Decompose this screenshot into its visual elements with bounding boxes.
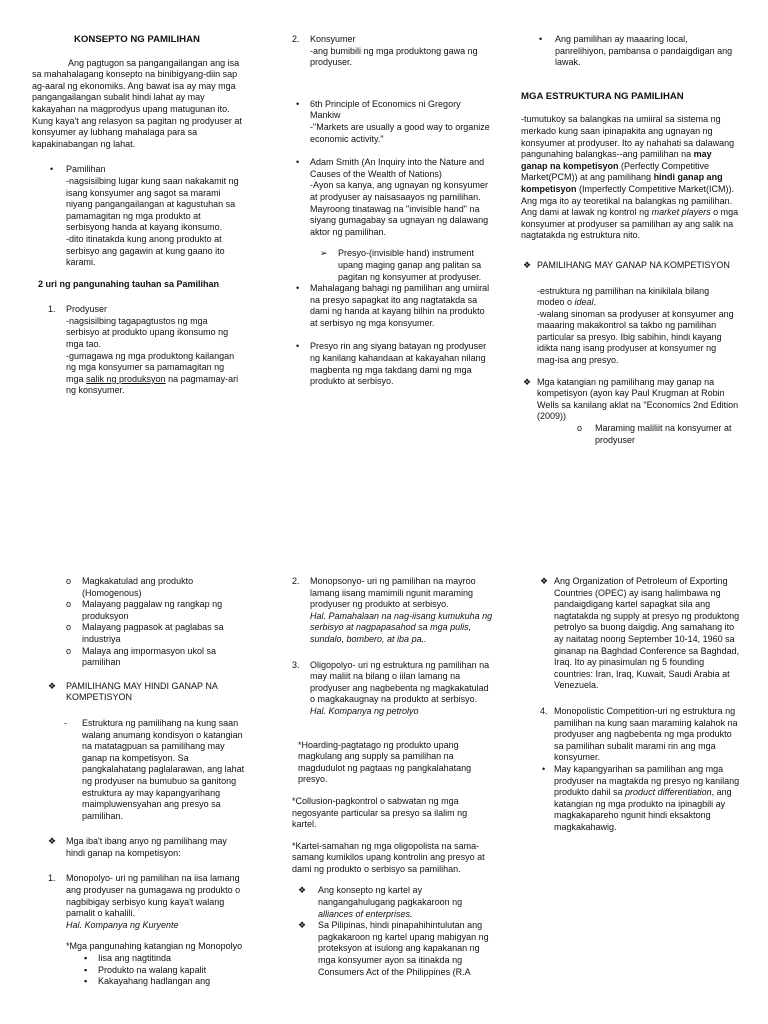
bullet-marker: •: [296, 157, 300, 168]
dash-marker: -: [64, 717, 67, 728]
square-marker: ▪: [84, 976, 88, 987]
list-item-text: Iisa ang nagtitinda: [98, 953, 172, 964]
mankiw-quote: -"Markets are usually a good way to organize economic activity.": [310, 121, 490, 144]
pilipinas-text: Sa Pilipinas, hindi pinapahihintulutan ang pagkakaroon ng kartel upang mabigyan ng proteksyon at isulong ang kapakanan ng mga konsyumer ayon sa itinakda ng Consumers Act of the Philippines (R.A: [318, 920, 489, 977]
collusion-text: *Collusion-pagkontrol o sabwatan ng mga negosyante particular sa presyo sa ilalim ng kartel.: [292, 795, 468, 830]
pcm-title: PAMILIHANG MAY GANAP NA KOMPETISYON: [537, 259, 730, 270]
diamond-pcm: [521, 260, 739, 272]
text-run: . -walang sinoman sa prodyuser at konsyumer ang maaaring makakontrol sa takbo ng pamilihan particular sa presyo. Ibig sabihin, hindi kayang idikta nang isang prodyuser at konsyumer ng mag-isa ang presyo.: [537, 297, 734, 366]
text-run: o mga konsyumer at prodyuser sa pamilihan ay ang salik na nagtatakda ng estruktura nito.: [521, 207, 739, 241]
estruktura-title: MGA ESTRUKTURA NG PAMILIHAN: [521, 90, 684, 102]
numbered-monopsonyo: [292, 576, 494, 646]
italic-run: product differentiation: [625, 787, 712, 798]
list-item-text: Malayang paggalaw ng rangkap ng produksyon: [82, 599, 223, 621]
oligopolyo-example: Hal. Kompanya ng petrolyo: [310, 705, 419, 716]
text-run: May kapangyarihan sa pamilihan ang mga prodyuser na magtakda ng presyo ng kanilang produkto dahil sa: [554, 763, 740, 798]
text-run: na pagmamay-ari ng konsyumer.: [66, 373, 239, 396]
estruktura-text: [521, 114, 739, 242]
katangian-monopolyo: *Mga pangunahing katangian ng Monopolyo: [66, 941, 243, 952]
text-run: -tumutukoy sa balangkas na umiiral sa sistema ng merkado kung saan ipinapakita ang ugnayan ng konsyumer at prodyuser. Ito ay nahahati sa dalawang pangunahing balangkas--ang pamilihan na: [521, 114, 735, 160]
diamond-icon: ❖: [298, 885, 307, 896]
dash-icm: [48, 718, 246, 822]
prodyuser-label: Prodyuser: [66, 304, 108, 315]
list-item: [84, 953, 246, 965]
top-column-3: [521, 34, 739, 446]
diamond-icon: ❖: [48, 836, 57, 847]
bullet-presyo-2: [292, 341, 492, 387]
number-marker: 1.: [48, 873, 56, 884]
presyo-text-1: Mahalagang bahagi ng pamilihan ang umiiral na presyo sapagkat ito ang nagtatakda sa dami ng handa at kayang bilhin na produkto at serbisyo ng mga konsyumer.: [310, 283, 490, 328]
konsyumer-text: -ang bumibili ng mga produktong gawa ng prodyuser.: [310, 45, 478, 68]
bold-run: hindi ganap ang kompetisyon: [521, 172, 723, 194]
bullet-presyo-1: [292, 283, 492, 329]
number-marker: 4.: [540, 705, 548, 716]
local-text: Ang pamilihan ay maaaring local, panrelihiyon, pambansa o pandaigdigan ang lawak.: [555, 34, 733, 68]
pcm-list: [48, 576, 246, 669]
arrow-icon: ➢: [320, 248, 328, 259]
bullet-marker: •: [539, 34, 543, 44]
list-item-text: Kakayahang hadlangan ang: [98, 976, 211, 987]
circle-marker: o: [66, 576, 72, 586]
numbered-monopolyo: [48, 873, 246, 931]
bottom-column-1: [48, 576, 246, 988]
diamond-katangian: [521, 377, 739, 423]
smith-text: -Ayon sa kanya, ang ugnayan ng konsyumer at prodyuser ay naisasaayos ng pamilihan. Mayroong tinatawag na "invisible hand" na siyang gumagabay sa ugnayan ng dalawang aktor ng pamilihan.: [310, 180, 489, 237]
bullet-marker: •: [296, 341, 300, 352]
bullet-local: [521, 34, 739, 69]
presyo-text-2: Presyo rin ang siyang batayan ng prodyuser ng kanilang kahandaan at kakayahan nilang magbenta ng mga takdang dami ng mga produkto at serbisyo.: [310, 341, 487, 387]
list-item: [66, 599, 246, 622]
list-item: [66, 622, 246, 645]
number-marker: 2.: [292, 576, 300, 586]
list-item-text: Magkakatulad ang produkto (Homogenous): [82, 576, 194, 598]
bullet-mankiw: [292, 99, 492, 145]
monopolyo-text: Monopolyo- uri ng pamilihan na iisa lamang ang prodyuser na gumagawa ng produkto o nagbibigay serbisyo kung kaya't walang pamalit o kahalili.: [66, 873, 241, 919]
text-run: -estruktura ng pamilihan na kinikilala bilang modeo o: [537, 285, 710, 308]
bottom-column-2: [292, 576, 494, 978]
numbered-oligopolyo: [292, 660, 494, 718]
diamond-icon: ❖: [298, 920, 307, 931]
monopolyo-list: [48, 953, 246, 988]
diamond-icm: [48, 681, 246, 704]
list-item: [66, 576, 246, 599]
o-maraming: [521, 423, 739, 446]
number-marker: 2.: [292, 34, 300, 44]
anyo-text: Mga iba't ibang anyo ng pamilihang may hindi ganap na kompetisyon:: [66, 836, 227, 858]
diamond-icon: ❖: [48, 680, 57, 691]
text-run: Ang konsepto ng kartel ay nangangahulugang pagkakaroon ng: [318, 885, 463, 908]
konsyumer-label: Konsyumer: [310, 34, 356, 44]
icm-text: Estruktura ng pamilihang na kung saan walang anumang kondisyon o katangian na matatagpuan sa pamilihang may ganap na kompetisyon. Sa pangkalahatang paglalarawan, ang lahat ng prodyuser na bumubuo sa ganitong estruktura ay may kapangyarihang maimpluwensyahan ang presyo sa pamilihan.: [82, 717, 245, 821]
diamond-konsepto-kartel: [292, 885, 494, 920]
presyo-sub-text: Presyo-(invisible hand) instrument upang maging ganap ang palitan sa pagitan ng konsyumer at prodyuser.: [338, 248, 482, 282]
diamond-icon: ❖: [540, 576, 549, 586]
arrow-presyo: [292, 248, 492, 283]
katangian-text: Mga katangian ng pamilihang may ganap na kompetisyon (ayon kay Paul Krugman at Robin Wells sa kanilang aklat na "Economics 2nd Edition (2009)): [537, 376, 739, 422]
bullet-marker: •: [50, 164, 54, 175]
bullet-marker: •: [296, 283, 300, 294]
diamond-icon: ❖: [523, 259, 532, 270]
list-item-text: Produkto na walang kapalit: [98, 964, 207, 975]
bullet-marker: •: [296, 98, 300, 109]
monopsonyo-example: Hal. Pamahalaan na nag-iisang kumukuha ng serbisyo at nagpapasahod sa mga pulis, sundalo, bombero, at iba pa..: [310, 610, 493, 644]
intro-paragraph: Ang pagtugon sa pangangailangan ang isa sa mahahalagang konsepto na binibigyang-diin sap ag-aaral ng ekonomiks. Ang bawat isa ay may mga pangangailangan subalit hindi lahat ay may kakayahan na magprodyus upang matugunan ito. Kung kaya't ang relasyon sa pagitan ng prodyuser at konsyumer ay lubhang mahalaga para sa kapakinabangan ng lahat.: [32, 57, 242, 149]
pamilihan-text: -nagsisilbing lugar kung saan nakakamit ng isang konsyumer ang sagot sa marami niyang pangangailangan at kagustuhan sa pamamagitan ng mga produkto at serbisyong handa at kayang ikonsumo. -dito itinatakda kung anong produkto at serbisyo ang gagawin at kung gaano ito karami.: [66, 175, 239, 268]
italic-run: market players: [651, 207, 711, 218]
section-title: KONSEPTO NG PAMILIHAN: [74, 34, 200, 45]
kartel-text: *Kartel-samahan ng mga oligopolista na sama-samang kumikilos upang kontrolin ang presyo at dami ng produkto o serbisyo sa pamilihan.: [292, 840, 485, 874]
mankiw-title: 6th Principle of Economics ni Gregory Mankiw: [310, 98, 461, 121]
maraming-text: Maraming maliliit na konsyumer at prodyuser: [595, 423, 732, 445]
prodyuser-text: [66, 316, 242, 397]
pamilihan-label: Pamilihan: [66, 164, 106, 175]
square-marker: ▪: [84, 964, 88, 975]
number-marker: 3.: [292, 659, 300, 670]
circle-marker: o: [66, 622, 72, 633]
bullet-pamilihan: [32, 164, 242, 268]
numbered-konsyumer: [292, 34, 492, 69]
numbered-monopolistic: [540, 706, 740, 764]
list-item: [84, 976, 246, 988]
bullet-adam-smith: [292, 157, 492, 238]
icm-title: PAMILIHANG MAY HINDI GANAP NA KOMPETISYON: [66, 680, 218, 703]
italic-run: alliances of enterprises.: [318, 908, 413, 919]
number-marker: 1.: [48, 304, 56, 315]
bottom-column-3: [540, 576, 740, 833]
circle-marker: o: [577, 423, 583, 434]
bullet-marker: •: [542, 763, 546, 774]
circle-marker: o: [66, 599, 72, 610]
monopolyo-example: Hal. Kompanya ng Kuryente: [66, 919, 179, 930]
diamond-icon: ❖: [523, 376, 532, 387]
diamond-pilipinas: [292, 920, 494, 978]
pcm-text: [521, 286, 739, 367]
konsepto-kartel-text: [318, 885, 494, 920]
italic-run: ideal: [574, 297, 594, 308]
diamond-opec: [540, 576, 740, 692]
opec-text: Ang Organization of Petroleum of Exporting Countries (OPEC) ay isang halimbawa ng pandaigdigang kartel sapagkat sila ang nagtatakda ng supply at presyo ng produktong petrolyo sa buong daigdig. Ang samahang ito ay naitatag noong September 10-14, 1960 sa ginanap na Baghdad Conference sa Baghdad, Iraq. Ito ay pinasimulan ng 5 founding countries: Iran, Iraq, Kuwait, Saudi Arabia at Venezuela.: [554, 576, 740, 691]
text-run: (Imperfectly Competitive Market(ICM)). Ang mga ito ay teoretikal na balangkas ng pamilihan. Ang dami at lawak ng kontrol ng: [521, 183, 735, 218]
link-salik: salik ng produksyon: [86, 373, 166, 384]
oligopolyo-text: Oligopolyo- uri ng estruktura ng pamilihan na may maliit na bilang o iilan lamang na prodyuser ang nagbebenta ng magkakatulad o magkakaugnay na produkto at serbisyo.: [310, 659, 490, 705]
numbered-prodyuser: [32, 304, 242, 397]
text-run: , ang katangian ng mga produkto na ipinagbili ay magkakapareho ngunit hindi eksaktong magkakahawig.: [554, 787, 732, 832]
monopsonyo-text: Monopsonyo- uri ng pamilihan na mayroo lamang iisang mamimili ngunit maraming prodyuser ng produkto at serbisyo.: [310, 576, 476, 610]
top-column-1: [32, 34, 242, 397]
circle-marker: o: [66, 645, 72, 656]
hoarding-text: *Hoarding-pagtatago ng produkto upang magkulang ang supply sa pamilihan na magdudulot ng pagtaas ng pangkalahatang presyo.: [298, 739, 472, 785]
text-run: -nagsisilbing tagapagtustos ng mga serbisyo at produkto upang ikonsumo ng mga tao. -gumagawa ng mga produktong kailangan ng mga konsyumer sa pamamagitan ng mga: [66, 315, 235, 384]
square-marker: ▪: [84, 953, 88, 964]
subheading-tauhan: 2 uri ng pangunahing tauhan sa Pamilihan: [38, 278, 220, 289]
list-item-text: Malayang pagpasok at paglabas sa industriya: [82, 622, 224, 644]
bold-run: may ganap na kompetisyon: [521, 149, 712, 171]
diamond-anyo: [48, 836, 246, 859]
bullet-product-differentiation: [540, 764, 740, 834]
text-run: (Perfectly Competitive Market(PCM)) at ang pamilihang: [521, 160, 710, 183]
list-item: [84, 964, 246, 977]
monopolistic-text: Monopolistic Competition-uri ng estruktura ng pamilihan na kung saan maraming kalahok na prodyuser ang nagbebenta ng mga produkto sa pamilihan subalit marami rin ang mga konsyumer.: [554, 705, 738, 763]
list-item: [66, 645, 246, 669]
smith-title: Adam Smith (An Inquiry into the Nature and Causes of the Wealth of Nations): [310, 157, 485, 179]
top-column-2: [292, 34, 492, 388]
product-differentiation-text: [554, 764, 740, 834]
list-item-text: Malaya ang impormasyon ukol sa pamilihan: [82, 645, 217, 668]
